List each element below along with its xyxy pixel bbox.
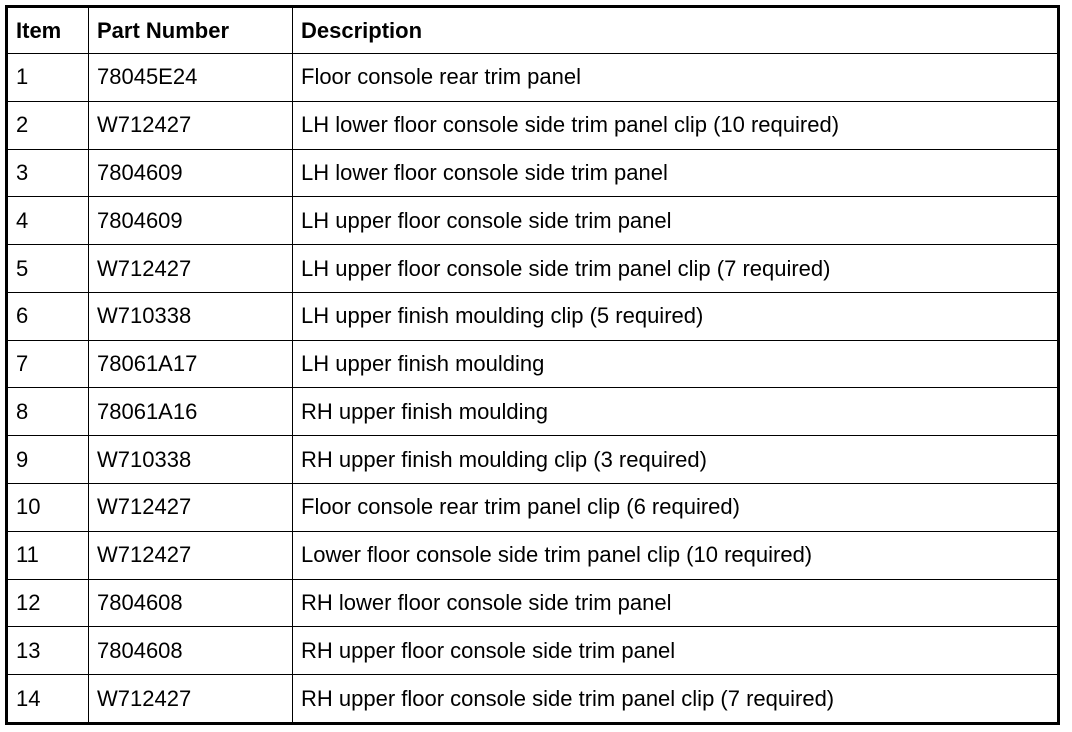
item-cell: 10 bbox=[7, 484, 89, 532]
item-cell: 3 bbox=[7, 149, 89, 197]
header-part-number: Part Number bbox=[89, 7, 293, 54]
header-row bbox=[7, 7, 1059, 54]
description-cell: LH lower floor console side trim panel bbox=[293, 149, 1059, 197]
header-item: Item bbox=[7, 7, 89, 54]
table-row bbox=[7, 627, 1059, 675]
description-cell: RH upper floor console side trim panel clip (7 required) bbox=[293, 675, 1059, 724]
part-number-cell: W710338 bbox=[89, 436, 293, 484]
part-number-cell: W712427 bbox=[89, 101, 293, 149]
part-number-cell: 78061A16 bbox=[89, 388, 293, 436]
table-body bbox=[7, 54, 1059, 724]
description-cell: LH upper floor console side trim panel bbox=[293, 197, 1059, 245]
table-row bbox=[7, 149, 1059, 197]
table-row bbox=[7, 292, 1059, 340]
description-cell: LH upper finish moulding clip (5 required) bbox=[293, 292, 1059, 340]
description-cell: LH upper finish moulding bbox=[293, 340, 1059, 388]
part-number-cell: 7804609 bbox=[89, 197, 293, 245]
table-row bbox=[7, 531, 1059, 579]
item-cell: 8 bbox=[7, 388, 89, 436]
parts-table bbox=[5, 5, 1060, 725]
item-cell: 9 bbox=[7, 436, 89, 484]
table-header bbox=[7, 7, 1059, 54]
item-cell: 7 bbox=[7, 340, 89, 388]
description-cell: Lower floor console side trim panel clip (10 required) bbox=[293, 531, 1059, 579]
description-cell: RH upper finish moulding clip (3 required) bbox=[293, 436, 1059, 484]
item-cell: 6 bbox=[7, 292, 89, 340]
table-row bbox=[7, 675, 1059, 724]
description-cell: RH lower floor console side trim panel bbox=[293, 579, 1059, 627]
part-number-cell: 7804609 bbox=[89, 149, 293, 197]
table-row bbox=[7, 101, 1059, 149]
description-cell: Floor console rear trim panel bbox=[293, 54, 1059, 102]
table-row bbox=[7, 197, 1059, 245]
header-description: Description bbox=[293, 7, 1059, 54]
table-row bbox=[7, 245, 1059, 293]
item-cell: 12 bbox=[7, 579, 89, 627]
table-row bbox=[7, 484, 1059, 532]
item-cell: 1 bbox=[7, 54, 89, 102]
part-number-cell: W712427 bbox=[89, 245, 293, 293]
item-cell: 11 bbox=[7, 531, 89, 579]
table-row bbox=[7, 54, 1059, 102]
part-number-cell: W712427 bbox=[89, 675, 293, 724]
part-number-cell: 7804608 bbox=[89, 579, 293, 627]
item-cell: 13 bbox=[7, 627, 89, 675]
description-cell: LH upper floor console side trim panel clip (7 required) bbox=[293, 245, 1059, 293]
description-cell: LH lower floor console side trim panel clip (10 required) bbox=[293, 101, 1059, 149]
part-number-cell: 7804608 bbox=[89, 627, 293, 675]
description-cell: RH upper finish moulding bbox=[293, 388, 1059, 436]
item-cell: 5 bbox=[7, 245, 89, 293]
part-number-cell: W710338 bbox=[89, 292, 293, 340]
item-cell: 4 bbox=[7, 197, 89, 245]
part-number-cell: 78045E24 bbox=[89, 54, 293, 102]
table-row bbox=[7, 388, 1059, 436]
description-cell: RH upper floor console side trim panel bbox=[293, 627, 1059, 675]
part-number-cell: W712427 bbox=[89, 531, 293, 579]
description-cell: Floor console rear trim panel clip (6 required) bbox=[293, 484, 1059, 532]
item-cell: 14 bbox=[7, 675, 89, 724]
item-cell: 2 bbox=[7, 101, 89, 149]
table-row bbox=[7, 436, 1059, 484]
part-number-cell: 78061A17 bbox=[89, 340, 293, 388]
table-row bbox=[7, 340, 1059, 388]
table-row bbox=[7, 579, 1059, 627]
part-number-cell: W712427 bbox=[89, 484, 293, 532]
